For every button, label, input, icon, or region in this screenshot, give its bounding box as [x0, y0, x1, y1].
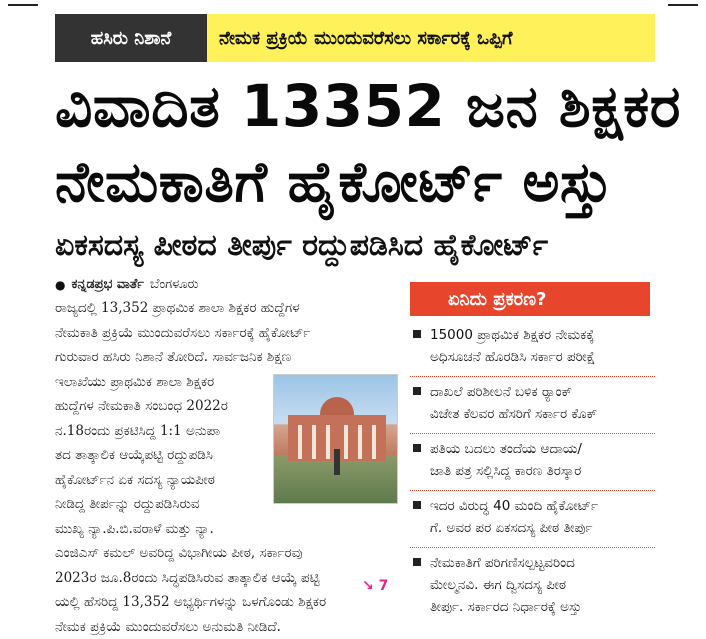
photo-column [312, 425, 316, 459]
news-source: ಕನ್ನಡಪ್ರಭ ವಾರ್ತೆ [71, 273, 144, 298]
photo-column [298, 425, 302, 459]
high-court-photo [273, 374, 398, 504]
list-item-line: 15000 ಪ್ರಾಥಮಿಕ ಶಿಕ್ಷಕರ ನೇಮಕಕ್ಕೆ [430, 324, 655, 346]
photo-column [358, 425, 362, 459]
article-line: ಗುರುವಾರ ಹಸಿರು ನಿಶಾನೆ ತೋರಿದೆ. ಸಾರ್ವಜನಿಕ ಶಿಕ್ಷಣ [55, 345, 400, 370]
tag-label: ಹಸಿರು ನಿಶಾನೆ [55, 14, 207, 62]
photo-statue [334, 449, 340, 475]
article-line: ನ.18ರಂದು ಪ್ರಕಟಿಸಿದ್ದ 1:1 ಅನುಪಾ [55, 419, 267, 444]
square-bullet-icon [413, 330, 421, 338]
article-line: ಎಂಜಿಎಸ್ ಕಮಲ್ ಅವರಿದ್ದ ವಿಭಾಗೀಯ ಪೀಠ, ಸರ್ಕಾರವು [55, 541, 400, 566]
article-line: ತದ ತಾತ್ಕಾಲಿಕ ಆಯ್ಕೆಪಟ್ಟಿ ರದ್ದುಪಡಿಸಿ [55, 443, 267, 468]
article-line: ನೇಮಕ ಪ್ರಕ್ರಿಯೆ ಮುಂದುವರೆಸಲು ಅನುಮತಿ ನೀಡಿದೆ. [55, 615, 400, 639]
list-item-line: ಜಾತಿ ಪತ್ರ ಸಲ್ಲಿಸಿದ್ದ ಕಾರಣ ತಿರಸ್ಕಾರ [430, 460, 655, 482]
panel-title: ಏನಿದು ಪ್ರಕರಣ? [410, 282, 650, 316]
square-bullet-icon [413, 501, 421, 509]
list-item-line: ಪತಿಯ ಬದಲು ತಂದೆಯ ಆದಾಯ/ [430, 438, 655, 460]
continued-page: 7 [379, 578, 389, 594]
top-rule-left [8, 4, 38, 6]
photo-column [344, 425, 348, 459]
article-line: 2023ರ ಜೂ.8ರಂದು ಸಿದ್ಧಪಡಿಸಿರುವ ತಾತ್ಕಾಲಿಕ ಆಯ್ಕೆ ಪಟ್ಟಿ [55, 566, 400, 591]
tag-text: ನೇಮಕ ಪ್ರಕ್ರಿಯೆ ಮುಂದುವರೆಸಲು ಸರ್ಕಾರಕ್ಕೆ ಒಪ್ಪಿಗೆ [207, 14, 655, 62]
headline-line-2: ನೇಮಕಾತಿಗೆ ಹೈಕೋರ್ಟ್ ಅಸ್ತು [55, 148, 655, 218]
continued-marker[interactable] [362, 578, 388, 594]
list-item-line: ಇದರ ವಿರುದ್ಧ 40 ಮಂದಿ ಹೈಕೋರ್ಟ್ [430, 495, 655, 517]
list-item-line: ತೀರ್ಪು. ಸರ್ಕಾರದ ನಿರ್ಧಾರಕ್ಕೆ ಅಸ್ತು [430, 596, 655, 618]
article-line: ನೇಮಕಾತಿ ಪ್ರಕ್ರಿಯೆ ಮುಂದುವರೆಸಲು ಸರ್ಕಾರಕ್ಕೆ ಹೈಕೋರ್ಟ್ [55, 321, 400, 346]
dateline [55, 274, 400, 296]
article-line: ಮುಖ್ಯ ನ್ಯಾ.ಪಿ.ಬಿ.ವರಾಳೆ ಮತ್ತು ನ್ಯಾ. [55, 517, 267, 542]
list-item [410, 491, 655, 548]
square-bullet-icon [413, 558, 421, 566]
article-line: ಇಲಾಖೆಯು ಪ್ರಾಥಮಿಕ ಶಾಲಾ ಶಿಕ್ಷಕರ [55, 370, 267, 395]
photo-dome [320, 397, 354, 415]
square-bullet-icon [413, 387, 421, 395]
top-rule-right [668, 4, 698, 6]
photo-column [326, 425, 330, 459]
tag-bar [55, 14, 655, 62]
list-item-line: ವಿಜೇತ ಕೆಲವರ ಹೆಸರಿಗೆ ಸರ್ಕಾರ ಕೊಕ್ [430, 403, 655, 425]
list-item-line: ಮೇಲ್ಮನವಿ. ಈಗ ದ್ವಿಸದಸ್ಯ ಪೀಠ [430, 574, 655, 596]
dateline-city: ಬೆಂಗಳೂರು [150, 273, 199, 298]
photo-column [372, 425, 376, 459]
list-item-line: ಅಧಿಸೂಚನೆ ಹೊರಡಿಸಿ ಸರ್ಕಾರ ಪರೀಕ್ಷೆ [430, 346, 655, 368]
arrow-down-right-icon: ↘ [362, 578, 374, 594]
article-line: ಯಲ್ಲಿ ಹೆಸರಿದ್ದ 13,352 ಅಭ್ಯರ್ಥಿಗಳನ್ನು ಒಳಗೊಂಡು ಶಿಕ್ಷಕರ [55, 590, 400, 615]
list-item [410, 434, 655, 491]
article-line: ಹೈಕೋರ್ಟ್‌ನ ಏಕ ಸದಸ್ಯ ನ್ಯಾಯಪೀಠ [55, 468, 267, 493]
list-item-line: ದಾಖಲೆ ಪರಿಶೀಲನೆ ಬಳಿಕ ರ್‍ಯಾಂಕ್ [430, 381, 655, 403]
list-item [410, 548, 655, 620]
article-line: ನೀಡಿದ್ದ ತೀರ್ಪನ್ನು ರದ್ದುಪಡಿಸಿರುವ [55, 492, 267, 517]
article-line: ರಾಜ್ಯದಲ್ಲಿ 13,352 ಪ್ರಾಥಮಿಕ ಶಾಲಾ ಶಿಕ್ಷಕರ ಹುದ್ದೆಗಳ [55, 296, 400, 321]
headline-line-1: ವಿವಾದಿತ 13352 ಜನ ಶಿಕ್ಷಕರ [55, 70, 655, 142]
list-item [410, 320, 655, 377]
list-item-line: ಗೆ. ಅವರ ಪರ ಏಕಸದಸ್ಯ ಪೀಠ ತೀರ್ಪು [430, 517, 655, 539]
panel-list [410, 320, 655, 620]
list-item [410, 377, 655, 434]
bullet-icon: ● [55, 273, 65, 298]
list-item-line: ನೇಮಕಾತಿಗೆ ಪರಿಗಣಿಸಲ್ಪಟ್ಟವರಿಂದ [430, 552, 655, 574]
square-bullet-icon [413, 444, 421, 452]
article-line: ಹುದ್ದೆಗಳ ನೇಮಕಾತಿ ಸಂಬಂಧ 2022ರ [55, 394, 267, 419]
subheadline: ಏಕಸದಸ್ಯ ಪೀಠದ ತೀರ್ಪು ರದ್ದುಪಡಿಸಿದ ಹೈಕೋರ್ಟ್ [55, 226, 655, 266]
